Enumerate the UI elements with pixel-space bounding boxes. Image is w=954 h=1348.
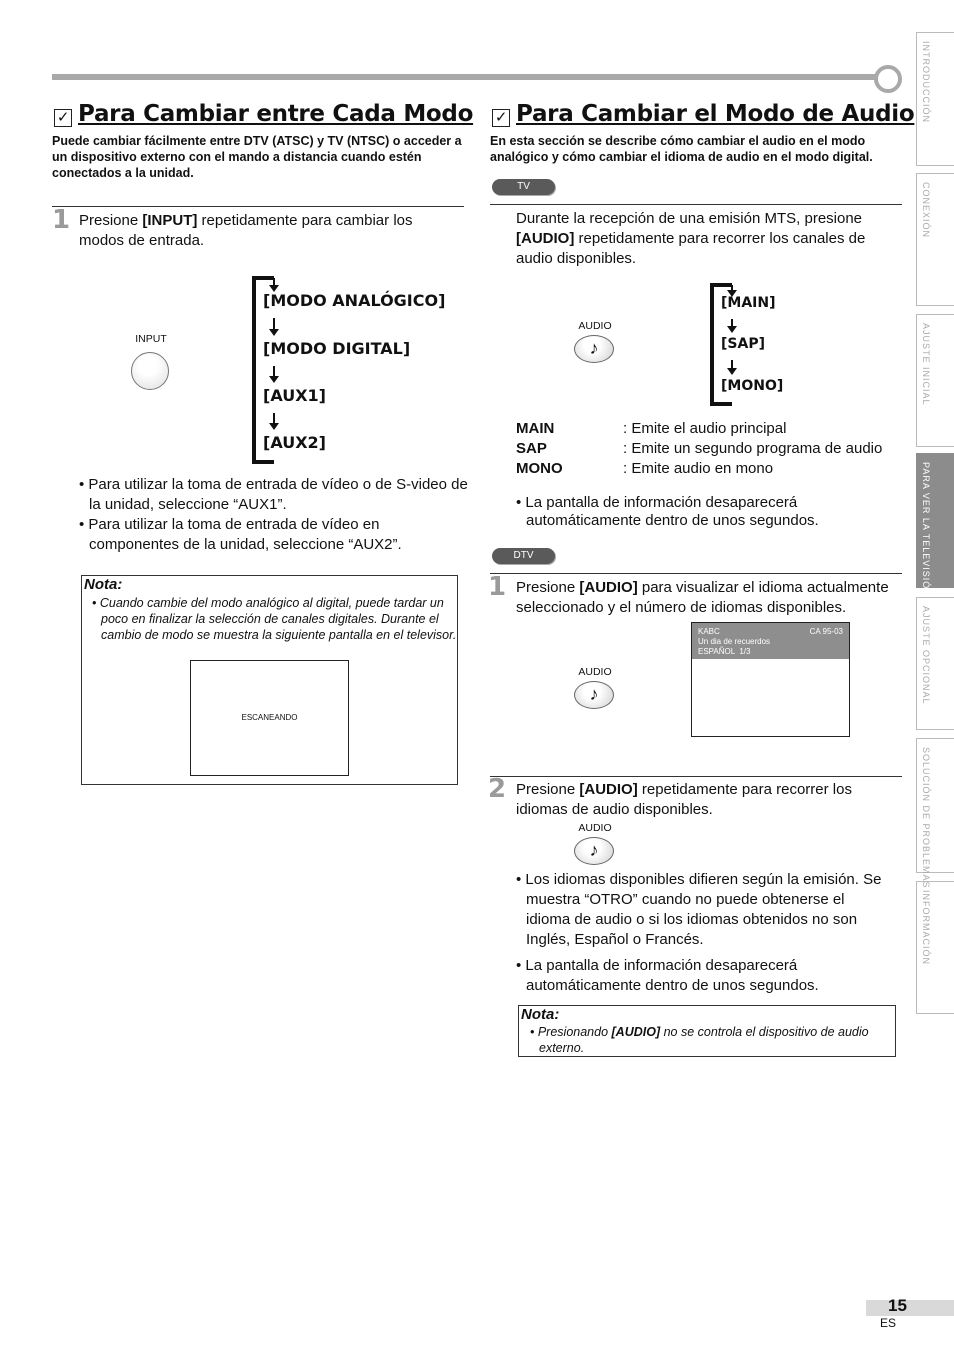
step-1-text: Presione [INPUT] repetidamente para cambiar los modos de entrada. xyxy=(79,212,413,249)
sidebar-tab-solucion-de-problemas[interactable]: SOLUCIÓN DE PROBLEMAS xyxy=(916,738,954,873)
sidebar-tab-para-ver-la-television[interactable]: PARA VER LA TELEVISIÓN xyxy=(916,453,954,588)
audio-button-label: AUDIO xyxy=(578,822,612,834)
note-text: • Cuando cambie del modo analógico al digital, puede tardar un poco en finalizar la selección de canales digitales. Durante el cambio de modo se muestra la siguiente pantalla en el televisor. xyxy=(92,596,457,642)
bullet-item: • Para utilizar la toma de entrada de vídeo o de S-video de la unidad, seleccione “AUX1”. xyxy=(79,476,468,513)
screen-channel-number: CA 95-03 xyxy=(809,627,843,636)
bullet-item: • Los idiomas disponibles difieren según la emisión. Se muestra “OTRO” cuando no puede obtenerse el idioma de audio o si los idiomas obtenidos no son Inglés, Español o Francés. xyxy=(516,871,882,948)
def-desc: : Emite un segundo programa de audio xyxy=(623,440,883,457)
flow-loop-bottom xyxy=(710,402,732,406)
divider xyxy=(52,206,464,207)
audio-mode-main: [MAIN] xyxy=(721,295,776,311)
sidebar-tab-ajuste-opcional[interactable]: AJUSTE OPCIONAL xyxy=(916,597,954,730)
note-title: Nota: xyxy=(521,1006,560,1023)
right-section-title: ✓ Para Cambiar el Modo de Audio xyxy=(492,101,914,127)
screen-scanning-text: ESCANEANDO xyxy=(241,713,298,722)
def-term: MAIN xyxy=(516,420,555,437)
flow-loop-bottom xyxy=(252,460,274,464)
audio-mode-mono: [MONO] xyxy=(721,378,784,394)
mode-aux2: [AUX2] xyxy=(263,433,326,452)
divider xyxy=(490,573,902,574)
input-button-label: INPUT xyxy=(135,333,167,345)
arrow-down-icon xyxy=(269,376,279,383)
def-term: MONO xyxy=(516,460,563,477)
left-intro: Puede cambiar fácilmente entre DTV (ATSC) y TV (NTSC) o acceder a un dispositivo externo con el mando a distancia cuando estén conectados a la unidad. xyxy=(52,134,462,180)
audio-note-icon: ♪ xyxy=(574,681,614,709)
screen-channel: KABC xyxy=(698,627,720,636)
divider xyxy=(490,776,902,777)
audio-button-label: AUDIO xyxy=(578,666,612,678)
step-number: 2 xyxy=(488,774,507,804)
screen-program: Un dia de recuerdos xyxy=(698,637,771,646)
dtv-step-2-text: Presione [AUDIO] repetidamente para recorrer los idiomas de audio disponibles. xyxy=(516,781,852,818)
mode-aux1: [AUX1] xyxy=(263,386,326,405)
checkbox-icon: ✓ xyxy=(54,109,72,127)
tv-screen-illustration xyxy=(190,660,349,776)
mode-analog: [MODO ANALÓGICO] xyxy=(263,291,446,310)
sidebar-tab-informacion[interactable]: INFORMACIÓN xyxy=(916,881,954,1014)
note-text: • Presionando [AUDIO] no se controla el dispositivo de audio externo. xyxy=(530,1025,869,1055)
bullet-item: • La pantalla de información desaparecerá automáticamente dentro de unos segundos. xyxy=(516,494,819,529)
note-title: Nota: xyxy=(84,576,123,593)
mode-digital: [MODO DIGITAL] xyxy=(263,339,411,358)
checkbox-icon: ✓ xyxy=(492,109,510,127)
flow-loop-bar xyxy=(710,283,714,406)
bullet-item: • La pantalla de información desaparecerá automáticamente dentro de unos segundos. xyxy=(516,957,819,994)
dtv-badge: DTV xyxy=(492,548,555,564)
arrow-down-icon xyxy=(727,326,737,333)
page-number-bar xyxy=(866,1300,954,1316)
def-desc: : Emite el audio principal xyxy=(623,420,787,437)
audio-button-label: AUDIO xyxy=(578,320,612,332)
audio-note-icon: ♪ xyxy=(574,837,614,865)
flow-loop-bar xyxy=(252,276,256,464)
arrow-down-icon xyxy=(269,329,279,336)
sidebar-tab-conexion[interactable]: CONEXIÓN xyxy=(916,173,954,306)
sidebar-tab-ajuste-inicial[interactable]: AJUSTE INICIAL xyxy=(916,314,954,447)
input-button-icon xyxy=(131,352,169,390)
dtv-step-1-text: Presione [AUDIO] para visualizar el idioma actualmente seleccionado y el número de idiomas disponibles. xyxy=(516,579,889,616)
flow-loop-top xyxy=(252,276,274,280)
tv-badge: TV xyxy=(492,179,555,195)
bullet-item: • Para utilizar la toma de entrada de vídeo en componentes de la unidad, seleccione “AUX2”. xyxy=(79,516,402,553)
page-number: 15 xyxy=(888,1296,907,1315)
step-number: 1 xyxy=(52,205,71,235)
divider xyxy=(490,204,902,205)
audio-note-icon: ♪ xyxy=(574,335,614,363)
header-circle-ornament xyxy=(874,65,902,93)
header-rule xyxy=(52,74,882,80)
def-term: SAP xyxy=(516,440,547,457)
def-desc: : Emite audio en mono xyxy=(623,460,774,477)
flow-loop-top xyxy=(710,283,732,287)
audio-mode-sap: [SAP] xyxy=(721,336,765,352)
left-section-title: ✓ Para Cambiar entre Cada Modo xyxy=(54,101,473,127)
right-intro: En esta sección se describe cómo cambiar el audio en el modo analógico y cómo cambiar el idioma de audio en el modo digital. xyxy=(490,134,873,164)
tv-instruction: Durante la recepción de una emisión MTS, presione [AUDIO] repetidamente para recorrer los canales de audio disponibles. xyxy=(516,210,866,267)
sidebar-tab-introduccion[interactable]: INTRODUCCIÓN xyxy=(916,32,954,166)
arrow-down-icon xyxy=(727,368,737,375)
tv-screen-illustration xyxy=(691,622,850,737)
language-code: ES xyxy=(880,1316,897,1330)
screen-language: ESPAÑOL 1/3 xyxy=(698,647,751,656)
step-number: 1 xyxy=(488,572,507,602)
arrow-down-icon xyxy=(269,423,279,430)
